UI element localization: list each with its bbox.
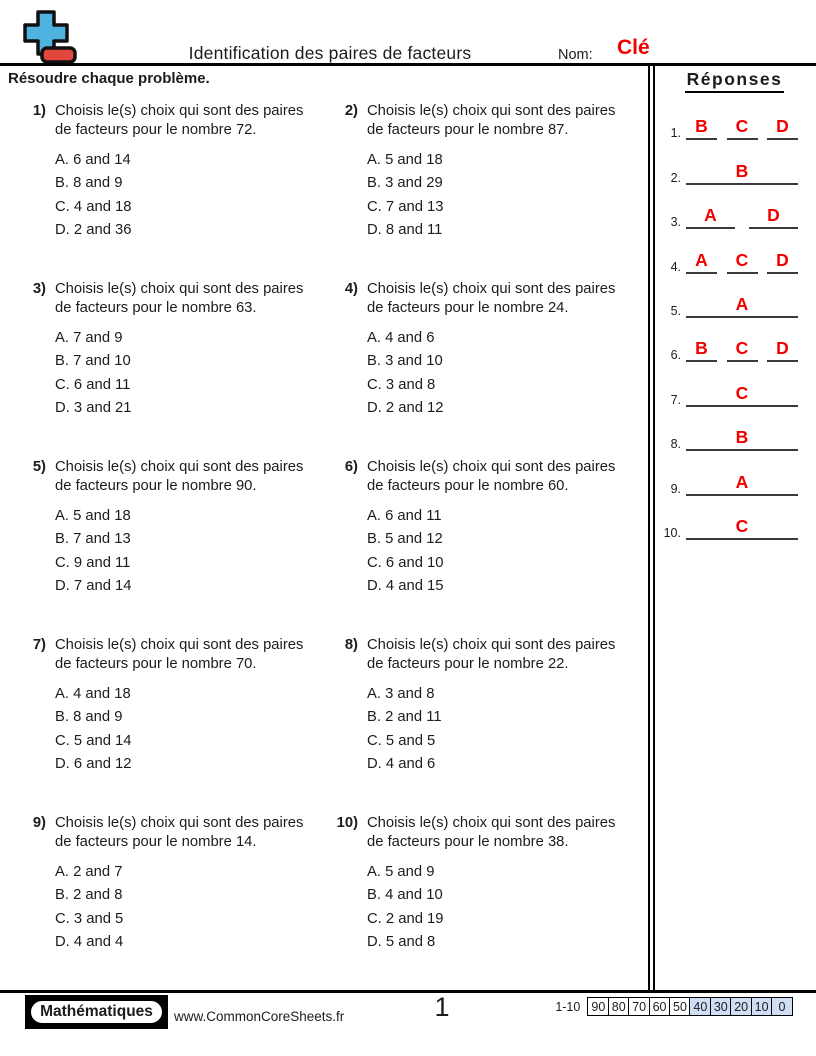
score-cell: 60 xyxy=(649,997,671,1016)
score-cell: 80 xyxy=(608,997,630,1016)
score-cell: 0 xyxy=(771,997,793,1016)
choice: A. 4 and 18 xyxy=(55,686,131,702)
choice: B. 4 and 10 xyxy=(367,887,443,904)
problem-question: Choisis le(s) choix qui sont des paires xyxy=(367,459,616,475)
answer-item xyxy=(655,496,810,540)
problems-grid xyxy=(0,96,650,986)
problem-2 xyxy=(330,96,650,274)
choice: B. 7 and 13 xyxy=(55,531,131,548)
problem-question: de facteurs pour le nombre 70. xyxy=(55,656,257,672)
answer-number: 2. xyxy=(670,170,681,185)
website-url: www.CommonCoreSheets.fr xyxy=(174,1009,345,1024)
choices xyxy=(55,683,303,777)
brand-badge xyxy=(25,995,168,1029)
score-cell: 10 xyxy=(751,997,773,1016)
problem-question: de facteurs pour le nombre 72. xyxy=(55,122,257,138)
problem-number: 3) xyxy=(32,281,46,297)
problem-1 xyxy=(0,96,330,274)
choice: C. 9 and 11 xyxy=(55,554,131,571)
answer-item xyxy=(655,140,810,184)
answer-number: 1. xyxy=(670,126,681,141)
answer-number: 7. xyxy=(670,392,681,407)
score-cell: 90 xyxy=(587,997,609,1016)
problem-5 xyxy=(0,452,330,630)
score-cells xyxy=(587,997,793,1016)
answer-letter: D xyxy=(767,116,798,140)
answer-letter: C xyxy=(686,516,798,540)
choice: A. 7 and 9 xyxy=(55,330,123,346)
answer-letter: D xyxy=(767,338,798,362)
answer-number: 10. xyxy=(663,525,681,540)
answer-item xyxy=(655,96,810,140)
choice: D. 2 and 12 xyxy=(367,400,444,417)
problem-3 xyxy=(0,274,330,452)
choice: C. 5 and 5 xyxy=(367,732,436,749)
answer-blanks xyxy=(686,250,798,274)
choice: B. 2 and 11 xyxy=(367,709,442,726)
answer-item xyxy=(655,407,810,451)
answer-letter: B xyxy=(686,427,798,451)
choice: A. 5 and 9 xyxy=(367,864,435,880)
answer-blanks xyxy=(686,427,798,451)
problem-question: de facteurs pour le nombre 38. xyxy=(367,834,569,850)
score-cell: 40 xyxy=(689,997,711,1016)
answers-list xyxy=(655,96,810,540)
problem-4 xyxy=(330,274,650,452)
answer-blanks xyxy=(686,161,798,185)
problem-8 xyxy=(330,630,650,808)
answer-item xyxy=(655,185,810,229)
problem-6 xyxy=(330,452,650,630)
choice: B. 3 and 10 xyxy=(367,353,443,370)
problem-question: Choisis le(s) choix qui sont des paires xyxy=(55,459,304,475)
choices xyxy=(367,683,615,777)
choice: D. 3 and 21 xyxy=(55,400,132,417)
answers-heading-text: Réponses xyxy=(685,69,785,93)
plus-minus-logo-icon xyxy=(17,9,79,70)
problem-question: de facteurs pour le nombre 63. xyxy=(55,300,257,316)
choice: C. 6 and 11 xyxy=(55,376,131,393)
problem-question: Choisis le(s) choix qui sont des paires xyxy=(55,637,304,653)
answer-item xyxy=(655,451,810,495)
answer-letter: A xyxy=(686,294,798,318)
answer-letter: C xyxy=(727,250,758,274)
name-label: Nom: xyxy=(558,47,593,63)
choice: D. 2 and 36 xyxy=(55,222,132,239)
problem-question: de facteurs pour le nombre 14. xyxy=(55,834,257,850)
problem-question: de facteurs pour le nombre 22. xyxy=(367,656,569,672)
answer-blanks xyxy=(686,383,798,407)
problem-number: 10) xyxy=(336,815,358,831)
problem-question: de facteurs pour le nombre 60. xyxy=(367,478,569,494)
answer-blanks xyxy=(686,516,798,540)
choice: C. 2 and 19 xyxy=(367,910,444,927)
choice: C. 3 and 8 xyxy=(367,376,436,393)
choice: A. 2 and 7 xyxy=(55,864,123,880)
answer-number: 6. xyxy=(670,348,681,363)
answers-heading xyxy=(657,69,812,90)
problem-question: Choisis le(s) choix qui sont des paires xyxy=(55,815,304,831)
choices xyxy=(55,505,303,599)
choice: D. 4 and 6 xyxy=(367,756,436,773)
choice: D. 7 and 14 xyxy=(55,578,132,595)
choice: D. 6 and 12 xyxy=(55,756,132,773)
answer-item xyxy=(655,274,810,318)
choice: D. 4 and 15 xyxy=(367,578,444,595)
answer-blanks xyxy=(686,294,798,318)
answer-item xyxy=(655,229,810,273)
answer-number: 3. xyxy=(670,215,681,230)
answer-item xyxy=(655,318,810,362)
problem-question: Choisis le(s) choix qui sont des paires xyxy=(367,103,616,119)
problem-question: Choisis le(s) choix qui sont des paires xyxy=(367,637,616,653)
answer-number: 4. xyxy=(670,259,681,274)
answer-blanks xyxy=(686,205,798,229)
answer-letter: A xyxy=(686,205,735,229)
choice: A. 5 and 18 xyxy=(367,152,443,168)
choice: C. 3 and 5 xyxy=(55,910,124,927)
choice: A. 6 and 11 xyxy=(367,508,442,524)
answer-letter: B xyxy=(686,161,798,185)
score-strip xyxy=(555,997,793,1016)
choices xyxy=(367,327,615,421)
answer-letter: D xyxy=(749,205,798,229)
answer-letter: A xyxy=(686,472,798,496)
answer-letter: C xyxy=(727,338,758,362)
problem-number: 6) xyxy=(344,459,358,475)
name-value: Clé xyxy=(617,36,650,59)
answer-blanks xyxy=(686,338,798,362)
choice: C. 4 and 18 xyxy=(55,198,132,215)
answer-number: 9. xyxy=(670,481,681,496)
choice: D. 8 and 11 xyxy=(367,222,443,239)
problem-question: de facteurs pour le nombre 24. xyxy=(367,300,569,316)
choice: B. 7 and 10 xyxy=(55,353,131,370)
choices xyxy=(55,149,303,243)
answer-letter: B xyxy=(686,116,717,140)
brand-badge-text: Mathématiques xyxy=(29,999,164,1025)
score-cell: 30 xyxy=(710,997,732,1016)
choice: B. 5 and 12 xyxy=(367,531,443,548)
problem-question: de facteurs pour le nombre 87. xyxy=(367,122,569,138)
score-cell: 50 xyxy=(669,997,691,1016)
problem-number: 7) xyxy=(32,637,46,653)
score-cell: 20 xyxy=(730,997,752,1016)
problem-question: Choisis le(s) choix qui sont des paires xyxy=(367,281,616,297)
problem-9 xyxy=(0,808,330,986)
worksheet-title: Identification des paires de facteurs xyxy=(188,43,472,63)
choice: D. 5 and 8 xyxy=(367,934,436,951)
answer-letter: A xyxy=(686,250,717,274)
choice: C. 6 and 10 xyxy=(367,554,444,571)
choice: B. 3 and 29 xyxy=(367,175,443,192)
choice: A. 3 and 8 xyxy=(367,686,435,702)
problem-question: Choisis le(s) choix qui sont des paires xyxy=(55,103,304,119)
choice: D. 4 and 4 xyxy=(55,934,124,951)
answer-number: 5. xyxy=(670,303,681,318)
answer-letter: B xyxy=(686,338,717,362)
answer-letter: C xyxy=(686,383,798,407)
problem-7 xyxy=(0,630,330,808)
problem-number: 1) xyxy=(32,103,46,119)
choice: A. 6 and 14 xyxy=(55,152,131,168)
choice: B. 8 and 9 xyxy=(55,175,123,192)
page-number: 1 xyxy=(434,992,450,1022)
answer-number: 8. xyxy=(670,437,681,452)
answer-item xyxy=(655,362,810,406)
problem-number: 4) xyxy=(344,281,358,297)
instructions: Résoudre chaque problème. xyxy=(8,70,210,87)
choice: B. 8 and 9 xyxy=(55,709,123,726)
problem-question: Choisis le(s) choix qui sont des paires xyxy=(367,815,616,831)
choices xyxy=(55,861,303,955)
answer-blanks xyxy=(686,472,798,496)
choices xyxy=(367,149,615,243)
problem-number: 2) xyxy=(344,103,358,119)
answer-blanks xyxy=(686,116,798,140)
choice: A. 4 and 6 xyxy=(367,330,435,346)
choices xyxy=(367,861,615,955)
score-cell: 70 xyxy=(628,997,650,1016)
header-divider xyxy=(0,63,816,66)
choice: C. 5 and 14 xyxy=(55,732,132,749)
score-range-label: 1-10 xyxy=(555,999,581,1014)
choice: B. 2 and 8 xyxy=(55,887,123,904)
answer-letter: D xyxy=(767,250,798,274)
problem-number: 9) xyxy=(32,815,46,831)
choices xyxy=(55,327,303,421)
choice: A. 5 and 18 xyxy=(55,508,131,524)
problem-question: Choisis le(s) choix qui sont des paires xyxy=(55,281,304,297)
problem-number: 5) xyxy=(32,459,46,475)
problem-question: de facteurs pour le nombre 90. xyxy=(55,478,257,494)
choice: C. 7 and 13 xyxy=(367,198,444,215)
problem-number: 8) xyxy=(344,637,358,653)
choices xyxy=(367,505,615,599)
answer-letter: C xyxy=(727,116,758,140)
problem-10 xyxy=(330,808,650,986)
